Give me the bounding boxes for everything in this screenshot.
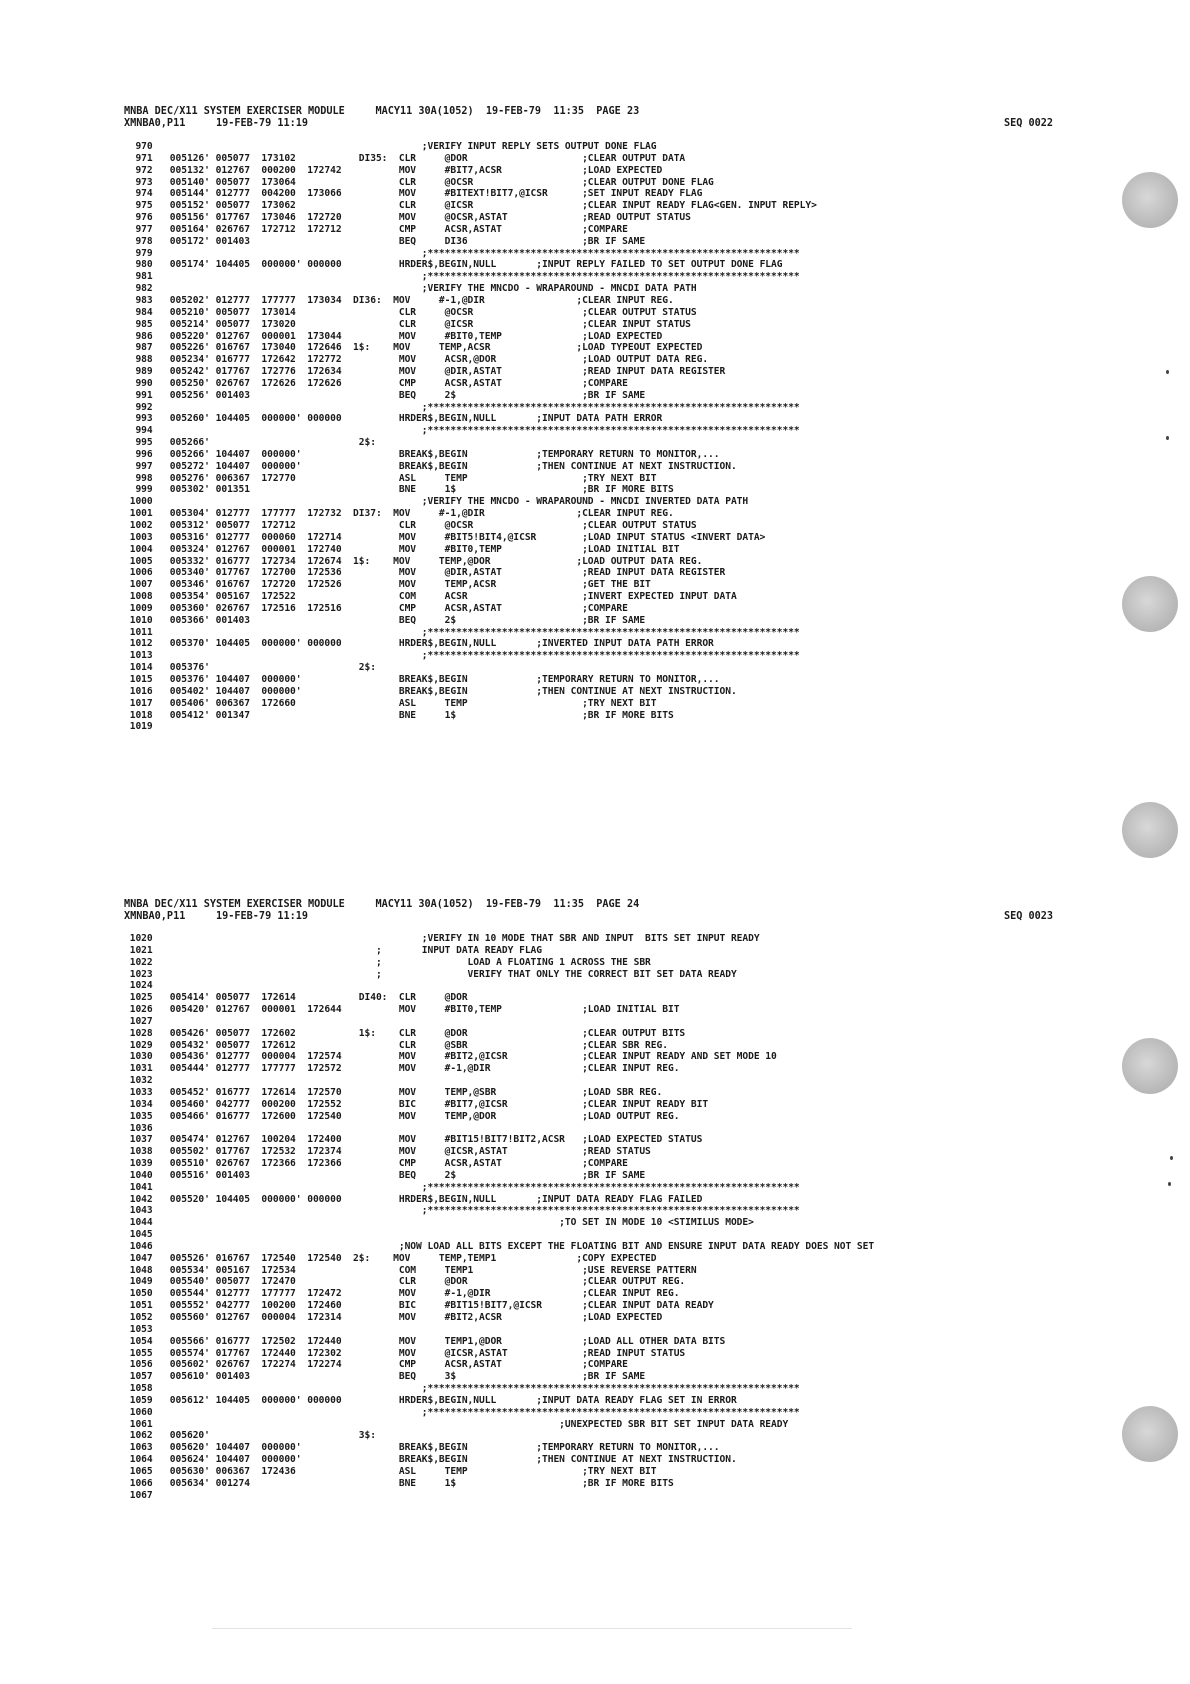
listing-line: 1011 ;***************************************************************** xyxy=(124,626,800,638)
listing-line: 1029 005432' 005077 172612 CLR @SBR ;CLEAR SBR REG. xyxy=(124,1039,668,1051)
listing-line: 996 005266' 104407 000000' BREAK$,BEGIN ;TEMPORARY RETURN TO MONITOR,... xyxy=(124,448,720,460)
listing-line: 997 005272' 104407 000000' BREAK$,BEGIN ;THEN CONTINUE AT NEXT INSTRUCTION. xyxy=(124,460,737,472)
page-header-line2: XMNBA0,P11 19-FEB-79 11:19 xyxy=(124,118,309,129)
listing-line: 978 005172' 001403 BEQ DI36 ;BR IF SAME xyxy=(124,235,646,247)
seq-number: SEQ 0023 xyxy=(1004,911,1054,922)
page-header-line1: MNBA DEC/X11 SYSTEM EXERCISER MODULE MACY11 30A(1052) 19-FEB-79 11:35 PAGE 24 xyxy=(124,899,640,910)
listing-line: 999 005302' 001351 BNE 1$ ;BR IF MORE BITS xyxy=(124,484,674,496)
listing-line: 1035 005466' 016777 172600 172540 MOV TEMP,@DOR ;LOAD OUTPUT REG. xyxy=(124,1110,680,1122)
listing-line: 1059 005612' 104405 000000' 000000 HRDER$,BEGIN,NULL ;INPUT DATA READY FLAG SET IN ERROR xyxy=(124,1394,737,1406)
listing-line: 979 ;***************************************************************** xyxy=(124,247,800,259)
listing-line: 1043 ;***************************************************************** xyxy=(124,1205,800,1217)
listing-line: 981 ;***************************************************************** xyxy=(124,271,800,283)
scan-speck-decoration xyxy=(1166,436,1169,440)
listing-line: 990 005250' 026767 172626 172626 CMP ACSR,ASTAT ;COMPARE xyxy=(124,377,628,389)
listing-line: 1057 005610' 001403 BEQ 3$ ;BR IF SAME xyxy=(124,1371,646,1383)
listing-line: 998 005276' 006367 172770 ASL TEMP ;TRY NEXT BIT xyxy=(124,472,657,484)
listing-line: 1031 005444' 012777 177777 172572 MOV #-1,@DIR ;CLEAR INPUT REG. xyxy=(124,1063,680,1075)
listing-line: 975 005152' 005077 173062 CLR @ICSR ;CLEAR INPUT READY FLAG<GEN. INPUT REPLY> xyxy=(124,200,817,212)
listing-line: 1060 ;***************************************************************** xyxy=(124,1406,800,1418)
listing-line: 1055 005574' 017767 172440 172302 MOV @ICSR,ASTAT ;READ INPUT STATUS xyxy=(124,1347,686,1359)
listing-line: 1052 005560' 012767 000004 172314 MOV #BIT2,ACSR ;LOAD EXPECTED xyxy=(124,1312,663,1323)
listing-line: 1008 005354' 005167 172522 COM ACSR ;INVERT EXPECTED INPUT DATA xyxy=(124,591,737,603)
scan-edge-line xyxy=(212,1628,852,1629)
scan-speck-decoration xyxy=(1168,1182,1171,1186)
listing-line: 972 005132' 012767 000200 172742 MOV #BIT7,ACSR ;LOAD EXPECTED xyxy=(124,164,663,176)
listing-line: 985 005214' 005077 173020 CLR @ICSR ;CLEAR INPUT STATUS xyxy=(124,318,691,330)
listing-line: 1065 005630' 006367 172436 ASL TEMP ;TRY NEXT BIT xyxy=(124,1465,657,1477)
listing-line: 970 ;VERIFY INPUT REPLY SETS OUTPUT DONE FLAG xyxy=(124,141,657,152)
listing-line: 1005 005332' 016777 172734 172674 1$: MOV TEMP,@DOR ;LOAD OUTPUT DATA REG. xyxy=(124,555,703,567)
listing-line: 992 ;***************************************************************** xyxy=(124,401,800,413)
listing-line: 1012 005370' 104405 000000' 000000 HRDER$,BEGIN,NULL ;INVERTED INPUT DATA PATH ERROR xyxy=(124,638,714,650)
listing-line: 1032 xyxy=(124,1075,153,1087)
punch-hole-decoration xyxy=(1122,802,1178,858)
listing-line: 1058 ;***************************************************************** xyxy=(124,1383,800,1395)
listing-line: 993 005260' 104405 000000' 000000 HRDER$,BEGIN,NULL ;INPUT DATA PATH ERROR xyxy=(124,413,663,425)
listing-line: 1020 ;VERIFY IN 10 MODE THAT SBR AND INPUT BITS SET INPUT READY xyxy=(124,933,760,944)
listing-line: 1062 005620' 3$: xyxy=(124,1430,376,1442)
listing-line: 1004 005324' 012767 000001 172740 MOV #BIT0,TEMP ;LOAD INITIAL BIT xyxy=(124,543,680,555)
listing-line: 995 005266' 2$: xyxy=(124,437,376,449)
listing-line: 980 005174' 104405 000000' 000000 HRDER$,BEGIN,NULL ;INPUT REPLY FAILED TO SET OUTPUT DONE FLAG xyxy=(124,259,783,271)
listing-line: 1039 005510' 026767 172366 172366 CMP ACSR,ASTAT ;COMPARE xyxy=(124,1158,628,1170)
listing-line: 1030 005436' 012777 000004 172574 MOV #BIT2,@ICSR ;CLEAR INPUT READY AND SET MODE 10 xyxy=(124,1051,777,1063)
scan-speck-decoration xyxy=(1170,1156,1173,1160)
listing-line: 977 005164' 026767 172712 172712 CMP ACSR,ASTAT ;COMPARE xyxy=(124,223,628,235)
listing-line: 982 ;VERIFY THE MNCDO - WRAPAROUND - MNCDI DATA PATH xyxy=(124,283,697,295)
listing-line: 1026 005420' 012767 000001 172644 MOV #BIT0,TEMP ;LOAD INITIAL BIT xyxy=(124,1004,680,1016)
listing-line: 1040 005516' 001403 BEQ 2$ ;BR IF SAME xyxy=(124,1169,646,1181)
listing-line: 1003 005316' 012777 000060 172714 MOV #BIT5!BIT4,@ICSR ;LOAD INPUT STATUS <INVERT DATA> xyxy=(124,531,766,543)
listing-line: 1034 005460' 042777 000200 172552 BIC #BIT7,@ICSR ;CLEAR INPUT READY BIT xyxy=(124,1098,709,1110)
listing-line: 1045 xyxy=(124,1229,153,1241)
listing-line: 1027 xyxy=(124,1015,153,1027)
listing-line: 1022 ; LOAD A FLOATING 1 ACROSS THE SBR xyxy=(124,956,651,968)
punch-hole-decoration xyxy=(1122,172,1178,228)
listing-line: 989 005242' 017767 172776 172634 MOV @DIR,ASTAT ;READ INPUT DATA REGISTER xyxy=(124,366,726,378)
listing-line: 1042 005520' 104405 000000' 000000 HRDER$,BEGIN,NULL ;INPUT DATA READY FLAG FAILED xyxy=(124,1193,703,1205)
listing-line: 1053 xyxy=(124,1323,153,1335)
listing-line: 1038 005502' 017767 172532 172374 MOV @ICSR,ASTAT ;READ STATUS xyxy=(124,1146,651,1158)
listing-line: 1033 005452' 016777 172614 172570 MOV TEMP,@SBR ;LOAD SBR REG. xyxy=(124,1086,663,1098)
listing-line: 1009 005360' 026767 172516 172516 CMP ACSR,ASTAT ;COMPARE xyxy=(124,602,628,614)
listing-line: 1050 005544' 012777 177777 172472 MOV #-1,@DIR ;CLEAR INPUT REG. xyxy=(124,1288,680,1300)
listing-line: 1037 005474' 012767 100204 172400 MOV #BIT15!BIT7!BIT2,ACSR ;LOAD EXPECTED STATUS xyxy=(124,1134,703,1146)
listing-line: 1014 005376' 2$: xyxy=(124,662,376,674)
listing-line: 986 005220' 012767 000001 173044 MOV #BIT0,TEMP ;LOAD EXPECTED xyxy=(124,330,663,342)
listing-line: 974 005144' 012777 004200 173066 MOV #BITEXT!BIT7,@ICSR ;SET INPUT READY FLAG xyxy=(124,188,703,200)
listing-line: 1013 ;***************************************************************** xyxy=(124,650,800,662)
listing-line: 1021 ; INPUT DATA READY FLAG xyxy=(124,944,542,956)
listing-line: 1054 005566' 016777 172502 172440 MOV TEMP1,@DOR ;LOAD ALL OTHER DATA BITS xyxy=(124,1335,726,1347)
listing-line: 1041 ;***************************************************************** xyxy=(124,1181,800,1193)
listing-line: 1016 005402' 104407 000000' BREAK$,BEGIN ;THEN CONTINUE AT NEXT INSTRUCTION. xyxy=(124,685,737,697)
listing-line: 1025 005414' 005077 172614 DI40: CLR @DOR xyxy=(124,992,468,1004)
listing-line: 1007 005346' 016767 172720 172526 MOV TEMP,ACSR ;GET THE BIT xyxy=(124,579,651,591)
listing-line: 1019 xyxy=(124,721,153,733)
listing-line: 1063 005620' 104407 000000' BREAK$,BEGIN ;TEMPORARY RETURN TO MONITOR,... xyxy=(124,1442,720,1454)
listing-line: 1064 005624' 104407 000000' BREAK$,BEGIN ;THEN CONTINUE AT NEXT INSTRUCTION. xyxy=(124,1454,737,1466)
listing-line: 1044 ;TO SET IN MODE 10 <STIMILUS MODE> xyxy=(124,1217,754,1229)
listing-line: 1017 005406' 006367 172660 ASL TEMP ;TRY NEXT BIT xyxy=(124,697,657,709)
listing-line: 1047 005526' 016767 172540 172540 2$: MOV TEMP,TEMP1 ;COPY EXPECTED xyxy=(124,1252,657,1264)
listing-line: 1006 005340' 017767 172700 172536 MOV @DIR,ASTAT ;READ INPUT DATA REGISTER xyxy=(124,567,726,579)
listing-line: 1036 xyxy=(124,1122,153,1134)
listing-line: 987 005226' 016767 173040 172646 1$: MOV TEMP,ACSR ;LOAD TYPEOUT EXPECTED xyxy=(124,342,703,354)
listing-line: 1046 ;NOW LOAD ALL BITS EXCEPT THE FLOATING BIT AND ENSURE INPUT DATA READY DOES NOT SET xyxy=(124,1240,875,1252)
page-header-line1: MNBA DEC/X11 SYSTEM EXERCISER MODULE MACY11 30A(1052) 19-FEB-79 11:35 PAGE 23 xyxy=(124,106,640,117)
listing-line: 971 005126' 005077 173102 DI35: CLR @DOR ;CLEAR OUTPUT DATA xyxy=(124,152,686,164)
listing-line: 1024 xyxy=(124,980,153,992)
listing-line: 1023 ; VERIFY THAT ONLY THE CORRECT BIT SET DATA READY xyxy=(124,968,737,980)
listing-line: 1049 005540' 005077 172470 CLR @DOR ;CLEAR OUTPUT REG. xyxy=(124,1276,686,1288)
punch-hole-decoration xyxy=(1122,1406,1178,1462)
listing-line: 1056 005602' 026767 172274 172274 CMP ACSR,ASTAT ;COMPARE xyxy=(124,1359,628,1371)
punch-hole-decoration xyxy=(1122,576,1178,632)
listing-line: 1028 005426' 005077 172602 1$: CLR @DOR ;CLEAR OUTPUT BITS xyxy=(124,1027,686,1039)
listing-line: 1002 005312' 005077 172712 CLR @OCSR ;CLEAR OUTPUT STATUS xyxy=(124,520,697,531)
listing-line: 988 005234' 016777 172642 172772 MOV ACSR,@DOR ;LOAD OUTPUT DATA REG. xyxy=(124,354,709,366)
listing-line: 1066 005634' 001274 BNE 1$ ;BR IF MORE BITS xyxy=(124,1477,674,1489)
listing-line: 991 005256' 001403 BEQ 2$ ;BR IF SAME xyxy=(124,389,646,401)
listing-line: 1067 xyxy=(124,1489,153,1501)
listing-line: 983 005202' 012777 177777 173034 DI36: MOV #-1,@DIR ;CLEAR INPUT REG. xyxy=(124,294,674,306)
listing-line: 1061 ;UNEXPECTED SBR BIT SET INPUT DATA READY xyxy=(124,1418,789,1430)
page-header-line2: XMNBA0,P11 19-FEB-79 11:19 xyxy=(124,911,309,922)
scan-speck-decoration xyxy=(1166,370,1169,374)
listing-line: 1001 005304' 012777 177777 172732 DI37: MOV #-1,@DIR ;CLEAR INPUT REG. xyxy=(124,508,674,520)
code-listing xyxy=(124,933,874,1502)
listing-line: 994 ;***************************************************************** xyxy=(124,425,800,437)
listing-line: 1010 005366' 001403 BEQ 2$ ;BR IF SAME xyxy=(124,614,646,626)
punch-hole-decoration xyxy=(1122,1038,1178,1094)
listing-line: 1048 005534' 005167 172534 COM TEMP1 ;USE REVERSE PATTERN xyxy=(124,1264,697,1276)
listing-line: 973 005140' 005077 173064 CLR @OCSR ;CLEAR OUTPUT DONE FLAG xyxy=(124,176,714,188)
seq-number: SEQ 0022 xyxy=(1004,118,1054,129)
listing-line: 1000 ;VERIFY THE MNCDO - WRAPAROUND - MNCDI INVERTED DATA PATH xyxy=(124,496,749,508)
listing-line: 976 005156' 017767 173046 172720 MOV @OCSR,ASTAT ;READ OUTPUT STATUS xyxy=(124,212,691,224)
listing-line: 1018 005412' 001347 BNE 1$ ;BR IF MORE BITS xyxy=(124,709,674,721)
listing-line: 1015 005376' 104407 000000' BREAK$,BEGIN ;TEMPORARY RETURN TO MONITOR,... xyxy=(124,673,720,685)
listing-line: 984 005210' 005077 173014 CLR @OCSR ;CLEAR OUTPUT STATUS xyxy=(124,306,697,318)
listing-line: 1051 005552' 042777 100200 172460 BIC #BIT15!BIT7,@ICSR ;CLEAR INPUT DATA READY xyxy=(124,1300,714,1312)
